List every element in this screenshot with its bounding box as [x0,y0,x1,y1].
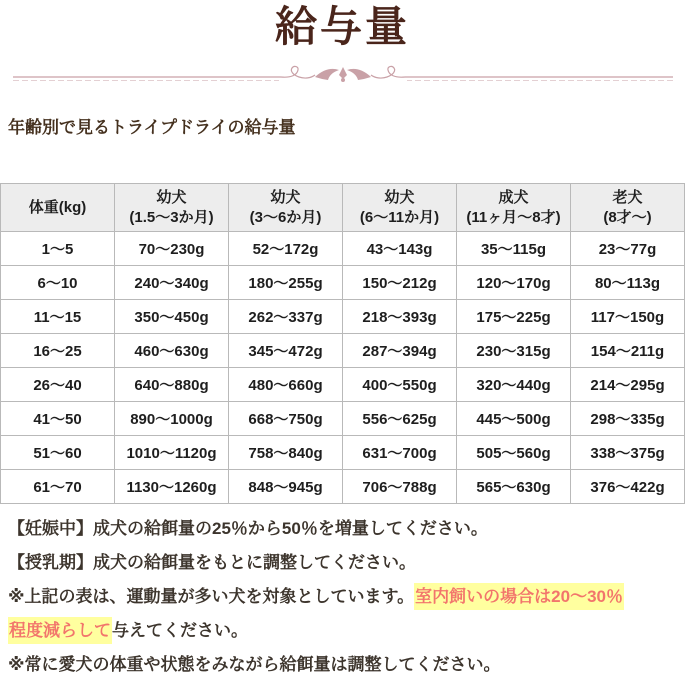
notes [8,512,685,682]
column-header: 成犬 (11ヶ月～8才) [457,184,571,232]
table-cell: 505～560g [457,436,571,470]
column-header: 幼犬 (3～6か月) [229,184,343,232]
column-header: 幼犬 (1.5～3か月) [115,184,229,232]
table-row [1,334,685,368]
table-cell: 758～840g [229,436,343,470]
column-header: 老犬 (8才～) [571,184,685,232]
table-cell: 556～625g [343,402,457,436]
table-cell: 848～945g [229,470,343,504]
table-cell: 214～295g [571,368,685,402]
table-cell: 1010～1120g [115,436,229,470]
table-cell: 175～225g [457,300,571,334]
note-lactation: 【授乳期】成犬の給餌量をもとに調整してください。 [8,553,416,573]
table-cell: 80～113g [571,266,685,300]
table-cell: 480～660g [229,368,343,402]
table-cell: 298～335g [571,402,685,436]
table-row [1,402,685,436]
table-cell: 668～750g [229,402,343,436]
table-cell: 890～1000g [115,402,229,436]
table-row [1,368,685,402]
table-cell: 640～880g [115,368,229,402]
table-cell: 460～630g [115,334,229,368]
table-cell: 262～337g [229,300,343,334]
table-cell: 61～70 [1,470,115,504]
table-cell: 51～60 [1,436,115,470]
column-header: 体重(kg) [1,184,115,232]
note-exercise [8,580,685,648]
table-row [1,266,685,300]
feeding-guide-section [0,4,685,689]
table-cell: 41～50 [1,402,115,436]
table-row [1,300,685,334]
table-cell: 154～211g [571,334,685,368]
note-adjust: ※常に愛犬の体重や状態をみながら給餌量は調整してください。 [8,655,501,675]
table-cell: 320～440g [457,368,571,402]
table-header-row [1,184,685,232]
column-header: 幼犬 (6～11か月) [343,184,457,232]
note-indoor-highlight: 室内飼いの場合は20～30％ [414,583,624,610]
table-cell: 26～40 [1,368,115,402]
table-cell: 338～375g [571,436,685,470]
table-cell: 150～212g [343,266,457,300]
table-cell: 52～172g [229,232,343,266]
ornamental-divider-icon [11,64,675,90]
note-exercise-suffix: 与えてください。 [112,621,248,641]
table-cell: 1130～1260g [115,470,229,504]
table-cell: 240～340g [115,266,229,300]
table-cell: 350～450g [115,300,229,334]
table-cell: 631～700g [343,436,457,470]
table-row [1,436,685,470]
table-row [1,232,685,266]
table-cell: 23～77g [571,232,685,266]
table-cell: 445～500g [457,402,571,436]
table-cell: 376～422g [571,470,685,504]
table-cell: 43～143g [343,232,457,266]
table-cell: 345～472g [229,334,343,368]
table-cell: 287～394g [343,334,457,368]
table-cell: 120～170g [457,266,571,300]
table-cell: 6～10 [1,266,115,300]
table-row [1,470,685,504]
table-cell: 218～393g [343,300,457,334]
table-cell: 565～630g [457,470,571,504]
table-cell: 11～15 [1,300,115,334]
table-cell: 230～315g [457,334,571,368]
table-cell: 706～788g [343,470,457,504]
table-cell: 35～115g [457,232,571,266]
note-exercise-prefix: ※上記の表は、運動量が多い犬を対象としています。 [8,587,415,607]
feeding-amount-table [0,183,685,504]
note-reduce-highlight: 程度減らして [8,617,112,644]
section-subtitle: 年齢別で見るトライプドライの給与量 [8,118,296,138]
table-cell: 180～255g [229,266,343,300]
table-cell: 1～5 [1,232,115,266]
table-cell: 70～230g [115,232,229,266]
page-title: 給与量 [274,5,410,51]
table-cell: 16～25 [1,334,115,368]
table-cell: 400～550g [343,368,457,402]
note-pregnancy: 【妊娠中】成犬の給餌量の25％から50％を増量してください。 [8,519,488,539]
table-cell: 117～150g [571,300,685,334]
